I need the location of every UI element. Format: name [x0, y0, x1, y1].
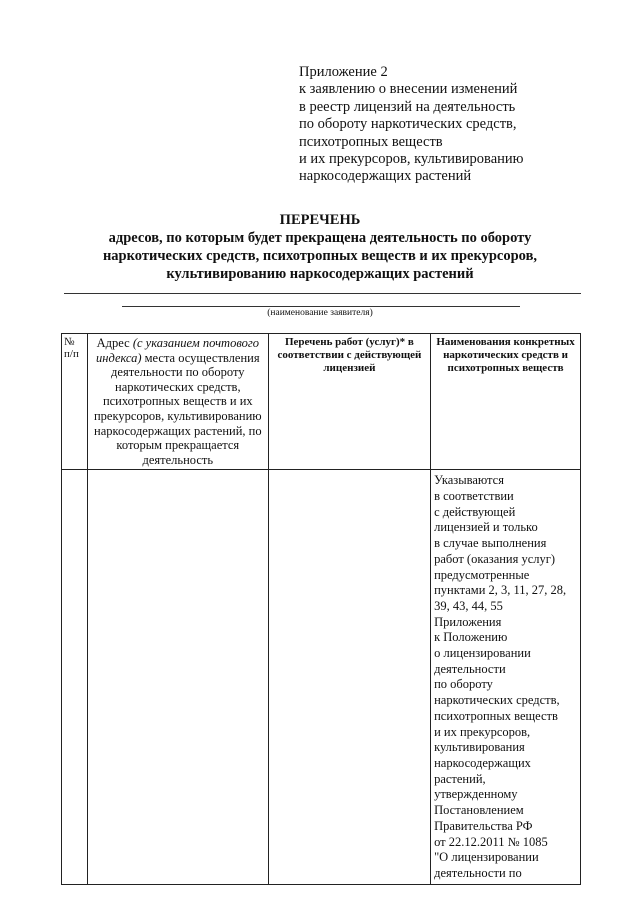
heading-line: наркотических средств, психотропных веществ и их прекурсоров, [102, 248, 538, 264]
document-title: ПЕРЕЧЕНЬ [279, 212, 361, 228]
header-works: Перечень работ (услуг)* в соответствии с действующей лицензией [268, 334, 430, 470]
note-line: о лицензировании [434, 646, 531, 661]
appendix-line: по обороту наркотических средств, [299, 116, 517, 133]
header-address [87, 334, 268, 470]
note-line: 39, 43, 44, 55 [434, 598, 503, 613]
cell-address [87, 470, 268, 884]
cell-names-note [431, 470, 581, 884]
heading-line: адресов, по которым будет прекращена деятельность по обороту [108, 230, 532, 246]
note-line: "О лицензировании [434, 850, 539, 865]
appendix-line: и их прекурсоров, культивированию [299, 151, 524, 168]
note-line: к Положению [434, 630, 508, 645]
appendix-line: наркосодержащих растений [299, 168, 472, 185]
address-table [61, 333, 581, 885]
note-line: предусмотренные [434, 567, 530, 582]
note-line: от 22.12.2011 № 1085 [434, 834, 548, 849]
header-address-pre: Адрес [96, 336, 133, 350]
appendix-line: в реестр лицензий на деятельность [299, 98, 516, 115]
table-row [62, 470, 581, 884]
note-line: растений, [434, 771, 486, 786]
note-line: по обороту [434, 677, 493, 692]
note-line: утвержденному [434, 787, 518, 802]
appendix-line: психотропных веществ [299, 133, 443, 150]
header-address-post: места осуществления деятельности по обороту наркотических средств, психотропных веществ и их прекурсоров, культивированию наркосодержащих растений, по которым прекращается деятельность [93, 350, 262, 467]
note-line: психотропных веществ [434, 708, 558, 723]
appendix-line: к заявлению о внесении изменений [299, 81, 518, 98]
note-line: культивирования [434, 740, 525, 755]
note-line: в соответствии [434, 489, 514, 504]
note-line: пунктами 2, 3, 11, 27, 28, [434, 583, 567, 598]
header-address-italic: (с указанием почтового индекса) [96, 336, 259, 365]
heading-line: культивированию наркосодержащих растений [166, 266, 474, 282]
note-line: Постановлением [434, 803, 524, 818]
divider-line [64, 293, 581, 294]
note-line: Указываются [434, 473, 504, 488]
header-num: № п/п [62, 334, 88, 470]
document-heading [60, 211, 580, 283]
header-names: Наименования конкретных наркотических средств и психотропных веществ [431, 334, 581, 470]
table-header-row [62, 334, 581, 470]
appendix-line: Приложение 2 [299, 64, 388, 80]
cell-num [62, 470, 88, 884]
appendix-block [299, 64, 523, 186]
note-line: наркотических средств, [434, 693, 560, 708]
note-line: Приложения [434, 614, 502, 629]
note-line: работ (оказания услуг) [434, 551, 556, 566]
note-line: наркосодержащих [434, 756, 531, 770]
note-line: Правительства РФ [434, 818, 533, 833]
applicant-name-line [122, 306, 520, 307]
note-line: с действующей [434, 504, 516, 519]
note-line: деятельности по [434, 865, 522, 880]
note-line: в случае выполнения [434, 536, 547, 551]
note-line: лицензией и только [434, 520, 538, 535]
cell-works [268, 470, 430, 884]
note-line: и их прекурсоров, [434, 724, 531, 739]
note-line: деятельности [434, 661, 506, 676]
applicant-caption: (наименование заявителя) [267, 308, 373, 318]
